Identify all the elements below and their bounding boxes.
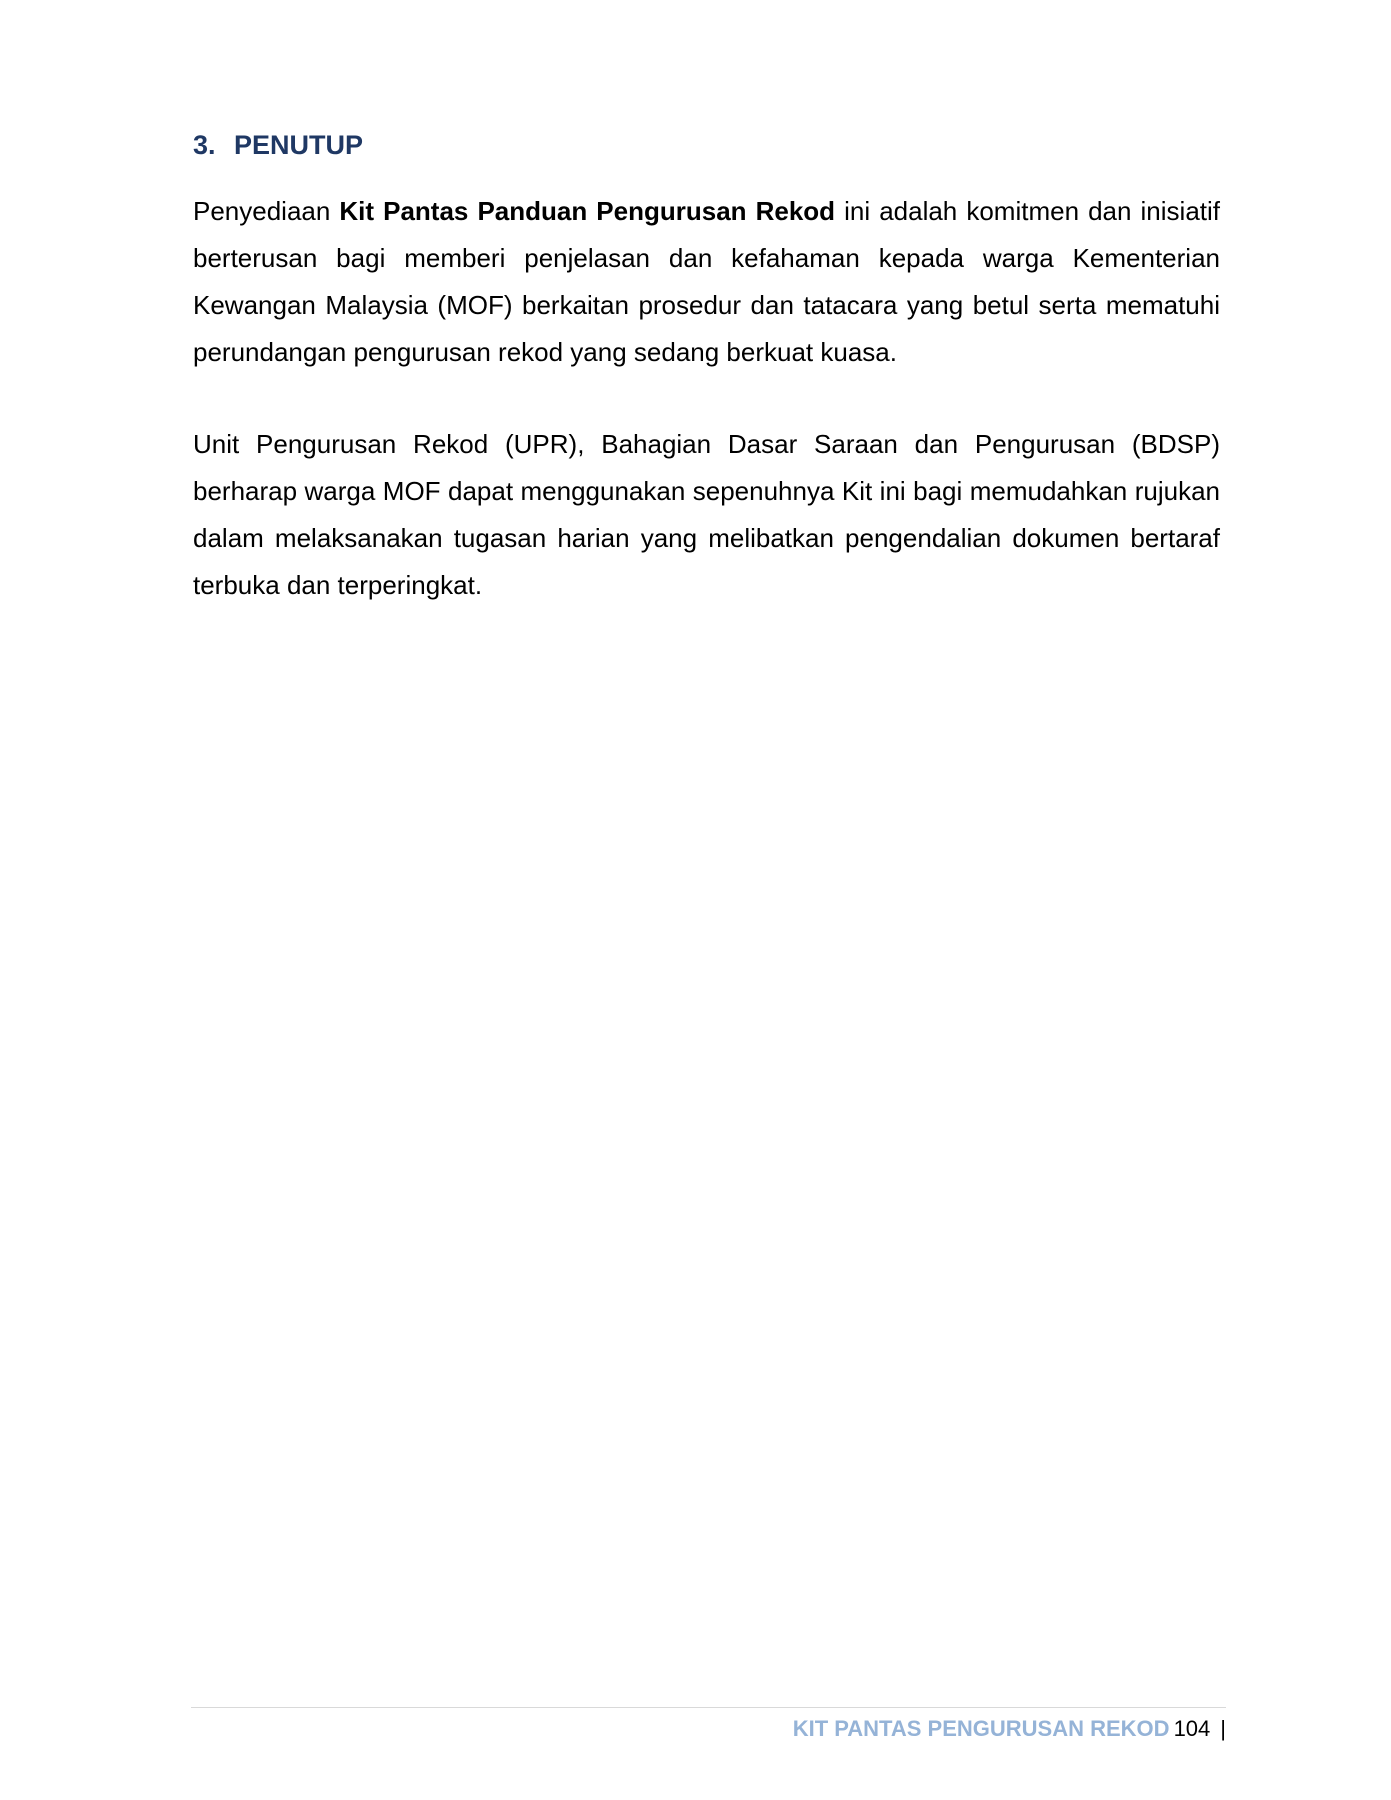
paragraph-1-bold-title: Kit Pantas Panduan Pengurusan Rekod xyxy=(339,196,836,226)
closing-paragraph-2: Unit Pengurusan Rekod (UPR), Bahagian Dasar Saraan dan Pengurusan (BDSP) berharap warga MOF dapat menggunakan sepenuhnya Kit ini bagi memudahkan rujukan dalam melaksanakan tugasan harian yang melibatkan pengendalian dokumen bertaraf terbuka dan terperingkat. xyxy=(193,429,1220,600)
section-title: PENUTUP xyxy=(234,130,364,160)
footer-document-title: KIT PANTAS PENGURUSAN REKOD xyxy=(792,1716,1170,1741)
page-footer xyxy=(793,1714,1226,1744)
paragraph-1-rest: ini adalah komitmen dan inisiatif berterusan bagi memberi penjelasan dan kefahaman kepada warga Kementerian Kewangan Malaysia (MOF) berkaitan prosedur dan tatacara yang betul serta mematuhi perundangan pengurusan rekod yang sedang berkuat kuasa. xyxy=(193,196,1220,367)
paragraph-1-lead: Penyediaan xyxy=(193,196,340,226)
footer-separator: | xyxy=(1220,1716,1226,1741)
footer-page-number: 104 xyxy=(1173,1716,1211,1741)
closing-paragraph-1 xyxy=(193,188,1220,376)
section-number: 3. xyxy=(193,130,216,160)
footer-divider xyxy=(191,1707,1226,1708)
section-heading xyxy=(193,128,363,162)
